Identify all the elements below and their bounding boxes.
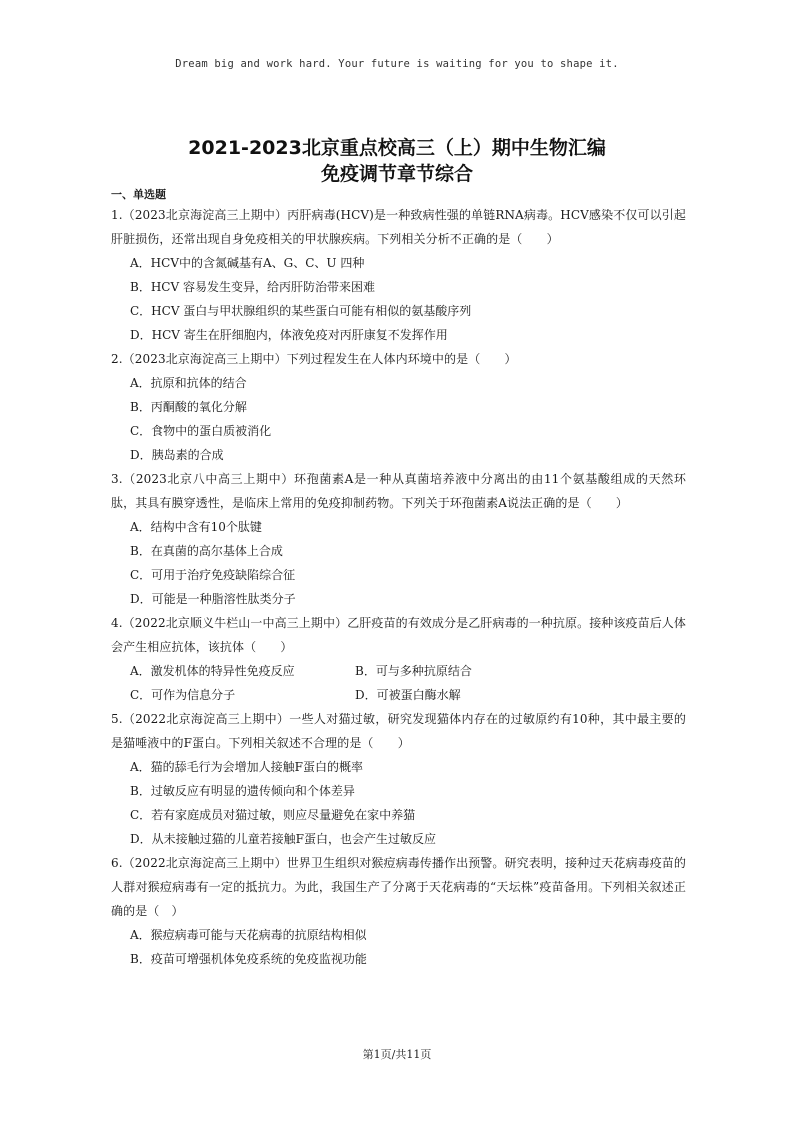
option-d: D．胰岛素的合成 xyxy=(130,448,224,462)
option-a: A．HCV中的含氮碱基有A、G、C、U 四种 xyxy=(130,256,365,270)
page-motto: Dream big and work hard. Your future is waiting for you to shape it. xyxy=(175,58,619,70)
option-row xyxy=(111,659,686,683)
question-3 xyxy=(111,467,686,611)
document-subtitle: 免疫调节章节综合 xyxy=(320,163,473,185)
option-a: A．猫的舔毛行为会增加人接触F蛋白的概率 xyxy=(130,760,363,774)
question-stem: 5.（2022北京海淀高三上期中）一些人对猫过敏，研究发现猫体内存在的过敏原约有10种，其中最主要的是猫唾液中的F蛋白。下列相关叙述不合理的是（ ） xyxy=(111,712,686,750)
question-2 xyxy=(111,347,686,467)
question-stem: 2.（2023北京海淀高三上期中）下列过程发生在人体内环境中的是（ ） xyxy=(111,352,517,366)
option-c: C．HCV 蛋白与甲状腺组织的某些蛋白可能有相似的氨基酸序列 xyxy=(130,304,472,318)
option-a: A．猴痘病毒可能与天花病毒的抗原结构相似 xyxy=(130,928,367,942)
question-5 xyxy=(111,707,686,851)
page-number: 第1页/共11页 xyxy=(362,1048,432,1061)
question-stem: 4.（2022北京顺义牛栏山一中高三上期中）乙肝疫苗的有效成分是乙肝病毒的一种抗原。接种该疫苗后人体会产生相应抗体，该抗体（ ） xyxy=(111,616,686,654)
option-row xyxy=(111,683,686,707)
option-c: C．可作为信息分子 xyxy=(130,688,236,702)
option-b: B．HCV 容易发生变异，给丙肝防治带来困难 xyxy=(130,280,375,294)
question-stem: 1.（2023北京海淀高三上期中）丙肝病毒(HCV)是一种致病性强的单链RNA病毒。HCV感染不仅可以引起肝脏损伤，还常出现自身免疫相关的甲状腺疾病。下列相关分析不正确的是（ ） xyxy=(111,208,686,246)
option-c: C．若有家庭成员对猫过敏，则应尽量避免在家中养猫 xyxy=(130,808,416,822)
option-a: A．抗原和抗体的结合 xyxy=(130,376,247,390)
question-6 xyxy=(111,851,686,971)
question-stem: 3.（2023北京八中高三上期中）环孢菌素A是一种从真菌培养液中分离出的由11个氨基酸组成的天然环肽，其具有膜穿透性，是临床上常用的免疫抑制药物。下列关于环孢菌素A说法正确的是（ ） xyxy=(111,472,686,510)
option-d: D．可能是一种脂溶性肽类分子 xyxy=(130,592,296,606)
document-title: 2021-2023北京重点校高三（上）期中生物汇编 xyxy=(188,137,606,159)
question-1 xyxy=(111,203,686,347)
option-d: D．可被蛋白酶水解 xyxy=(355,688,461,702)
question-stem: 6.（2022北京海淀高三上期中）世界卫生组织对猴痘病毒传播作出预警。研究表明，接种过天花病毒疫苗的人群对猴痘病毒有一定的抵抗力。为此，我国生产了分离于天花病毒的“天坛株”疫苗备用。下列相关叙述正确的是（ ） xyxy=(111,856,686,918)
option-b: B．可与多种抗原结合 xyxy=(355,664,472,678)
option-b: B．在真菌的高尔基体上合成 xyxy=(130,544,283,558)
option-a: A．结构中含有10个肽键 xyxy=(130,520,262,534)
option-a: A．激发机体的特异性免疫反应 xyxy=(130,664,295,678)
option-b: B．过敏反应有明显的遗传倾向和个体差异 xyxy=(130,784,355,798)
option-c: C．可用于治疗免疫缺陷综合征 xyxy=(130,568,296,582)
section-heading: 一、单选题 xyxy=(111,188,166,201)
option-d: D．从未接触过猫的儿童若接触F蛋白，也会产生过敏反应 xyxy=(130,832,436,846)
option-c: C．食物中的蛋白质被消化 xyxy=(130,424,272,438)
question-4 xyxy=(111,611,686,707)
option-b: B．疫苗可增强机体免疫系统的免疫监视功能 xyxy=(130,952,367,966)
question-list xyxy=(111,203,686,971)
option-b: B．丙酮酸的氧化分解 xyxy=(130,400,247,414)
option-d: D．HCV 寄生在肝细胞内，体液免疫对丙肝康复不发挥作用 xyxy=(130,328,448,342)
